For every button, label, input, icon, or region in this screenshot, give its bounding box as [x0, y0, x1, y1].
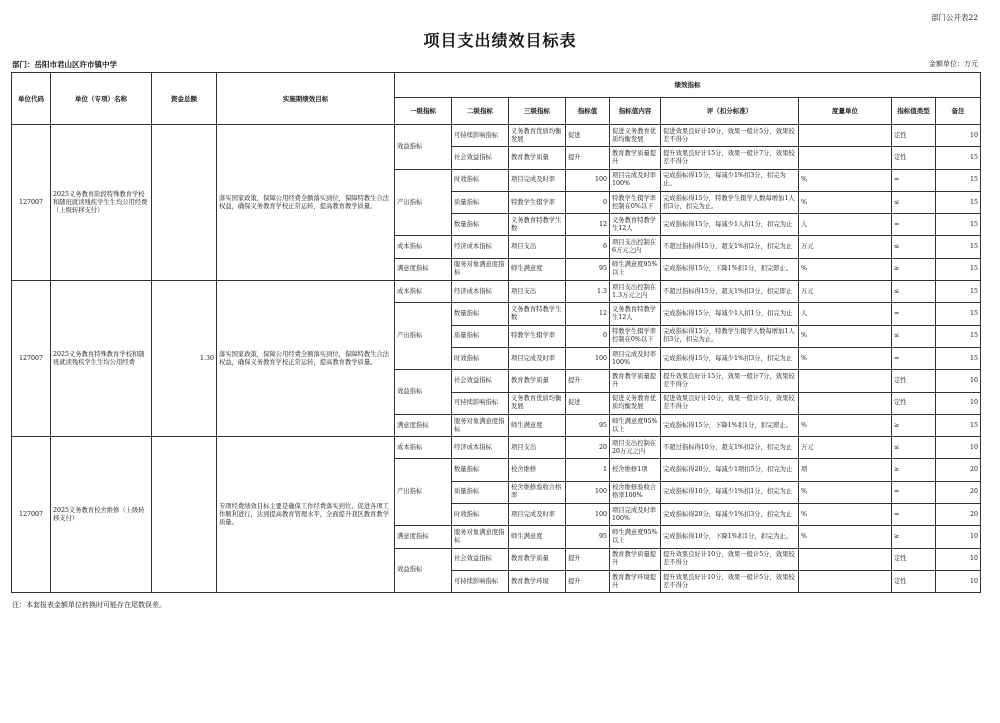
- level2-indicator-cell: 质量指标: [452, 481, 509, 503]
- level2-indicator-cell: 数量指标: [452, 214, 509, 236]
- scoring-rule-cell: 完成指标得15分，特教学生辍学人数每增加1人扣3分，扣完为止。: [661, 325, 799, 347]
- remark-cell: 10: [936, 526, 981, 548]
- value-content-cell: 项目完成及时率100%: [610, 347, 661, 369]
- indicator-value-cell: 95: [566, 526, 610, 548]
- remark-cell: 15: [936, 258, 981, 280]
- value-content-cell: 师生满意度95%以上: [610, 526, 661, 548]
- value-content-cell: 义务教育特教学生12人: [610, 303, 661, 325]
- value-content-cell: 义务教育特教学生12人: [610, 214, 661, 236]
- goal-cell: 落实国家政策，保障公用经费全额落实到位，保障特教生合法权益，确保义务教育学校正常运转，提高教育教学质量。: [217, 281, 395, 437]
- remark-cell: 15: [936, 214, 981, 236]
- col-remark: 备注: [936, 98, 981, 125]
- value-type-cell: =: [892, 481, 936, 503]
- value-content-cell: 教育教学质量提升: [610, 548, 661, 570]
- measure-unit-cell: 项: [799, 459, 892, 481]
- level2-indicator-cell: 经济成本指标: [452, 281, 509, 303]
- measure-unit-cell: %: [799, 504, 892, 526]
- measure-unit-cell: [799, 147, 892, 169]
- indicator-value-cell: 100: [566, 169, 610, 191]
- measure-unit-cell: %: [799, 325, 892, 347]
- value-content-cell: 促进义务教育优质均衡发展: [610, 125, 661, 147]
- level3-indicator-cell: 校舍维修验收合格率: [509, 481, 566, 503]
- performance-table: [11, 72, 981, 593]
- col-total: 资金总额: [152, 73, 217, 125]
- measure-unit-cell: %: [799, 258, 892, 280]
- value-type-cell: ≤: [892, 281, 936, 303]
- indicator-value-cell: 0: [566, 191, 610, 213]
- indicator-value-cell: 促进: [566, 125, 610, 147]
- scoring-rule-cell: 提升效果良好计10分，效果一般计5分，效果较差不得分: [661, 548, 799, 570]
- remark-cell: 10: [936, 570, 981, 592]
- project-name-cell: 2025义务教育校舍维修（上级转移支付）: [51, 437, 152, 593]
- level2-indicator-cell: 社会效益指标: [452, 370, 509, 392]
- remark-cell: 20: [936, 504, 981, 526]
- level3-indicator-cell: 特教学生辍学率: [509, 191, 566, 213]
- scoring-rule-cell: 完成指标得10分，下降1%扣1分，扣完为止。: [661, 526, 799, 548]
- value-content-cell: 特教学生辍学率控制在0%以下: [610, 325, 661, 347]
- fund-total-cell: 1.30: [152, 281, 217, 437]
- fund-total-cell: [152, 125, 217, 281]
- level2-indicator-cell: 时效指标: [452, 347, 509, 369]
- level2-indicator-cell: 可持续影响指标: [452, 392, 509, 414]
- unit-code-cell: 127007: [12, 281, 51, 437]
- level1-indicator-cell: 成本指标: [395, 437, 452, 459]
- measure-unit-cell: 万元: [799, 236, 892, 258]
- level1-indicator-cell: 成本指标: [395, 281, 452, 303]
- value-content-cell: 促进义务教育优质均衡发展: [610, 392, 661, 414]
- currency-unit-label: 金额单位：万元: [929, 60, 978, 68]
- level2-indicator-cell: 质量指标: [452, 325, 509, 347]
- indicator-value-cell: 95: [566, 414, 610, 436]
- measure-unit-cell: %: [799, 347, 892, 369]
- value-content-cell: 特教学生辍学率控制在0%以下: [610, 191, 661, 213]
- value-type-cell: 定性: [892, 370, 936, 392]
- col-val: 指标值: [566, 98, 610, 125]
- value-content-cell: 项目完成及时率100%: [610, 169, 661, 191]
- value-type-cell: ≤: [892, 236, 936, 258]
- level3-indicator-cell: 义务教育优质均衡发展: [509, 125, 566, 147]
- scoring-rule-cell: 完成指标得20分，每减少1%扣3分，扣完为止: [661, 504, 799, 526]
- col-l3: 三级指标: [509, 98, 566, 125]
- col-name: 单位（专项）名称: [51, 73, 152, 125]
- level2-indicator-cell: 经济成本指标: [452, 437, 509, 459]
- value-content-cell: 项目支出控制在20万元之内: [610, 437, 661, 459]
- value-content-cell: 师生满意度95%以上: [610, 258, 661, 280]
- indicator-value-cell: 提升: [566, 147, 610, 169]
- value-type-cell: =: [892, 504, 936, 526]
- col-code: 单位代码: [12, 73, 51, 125]
- measure-unit-cell: [799, 570, 892, 592]
- level2-indicator-cell: 数量指标: [452, 459, 509, 481]
- remark-cell: 15: [936, 414, 981, 436]
- level3-indicator-cell: 校舍维修: [509, 459, 566, 481]
- level2-indicator-cell: 数量指标: [452, 303, 509, 325]
- level3-indicator-cell: 项目支出: [509, 236, 566, 258]
- table-row: [12, 125, 981, 147]
- indicator-value-cell: 1: [566, 459, 610, 481]
- page-title: 项目支出绩效目标表: [423, 31, 577, 50]
- indicator-value-cell: 提升: [566, 548, 610, 570]
- level2-indicator-cell: 质量指标: [452, 191, 509, 213]
- remark-cell: 10: [936, 437, 981, 459]
- remark-cell: 20: [936, 459, 981, 481]
- remark-cell: 10: [936, 370, 981, 392]
- value-type-cell: ≥: [892, 258, 936, 280]
- value-content-cell: 项目完成及时率100%: [610, 504, 661, 526]
- goal-cell: 落实国家政策，保障公用经费全额落实到位，保障特教生合法权益，确保义务教育学校正常运转，提高教育教学质量。: [217, 125, 395, 281]
- table-number: 部门公开表22: [930, 13, 978, 22]
- value-type-cell: 定性: [892, 147, 936, 169]
- level3-indicator-cell: 教育教学环境: [509, 570, 566, 592]
- scoring-rule-cell: 不超过指标得10分，超支1%扣2分，扣完为止: [661, 437, 799, 459]
- remark-cell: 15: [936, 191, 981, 213]
- measure-unit-cell: %: [799, 414, 892, 436]
- scoring-rule-cell: 不超过指标得15分，超支1%扣3分，扣完即止: [661, 281, 799, 303]
- level1-indicator-cell: 满意度指标: [395, 526, 452, 548]
- indicator-value-cell: 12: [566, 214, 610, 236]
- measure-unit-cell: [799, 370, 892, 392]
- remark-cell: 15: [936, 281, 981, 303]
- measure-unit-cell: 万元: [799, 437, 892, 459]
- remark-cell: 15: [936, 347, 981, 369]
- value-content-cell: 教育教学环境提升: [610, 570, 661, 592]
- value-content-cell: 项目支出控制在6万元之内: [610, 236, 661, 258]
- scoring-rule-cell: 完成指标得15分，特教学生辍学人数每增加1人扣3分，扣完为止。: [661, 191, 799, 213]
- measure-unit-cell: %: [799, 481, 892, 503]
- value-type-cell: ≥: [892, 526, 936, 548]
- measure-unit-cell: %: [799, 169, 892, 191]
- remark-cell: 15: [936, 325, 981, 347]
- scoring-rule-cell: 促进效果良好计10分，效果一般计5分，效果较差不得分: [661, 125, 799, 147]
- indicator-value-cell: 100: [566, 504, 610, 526]
- indicator-value-cell: 1.3: [566, 281, 610, 303]
- col-perf-group: 绩效指标: [395, 73, 981, 98]
- level1-indicator-cell: 效益指标: [395, 370, 452, 415]
- level3-indicator-cell: 教育教学质量: [509, 370, 566, 392]
- scoring-rule-cell: 提升效果良好计15分，效果一般计7分，效果较差不得分: [661, 370, 799, 392]
- indicator-value-cell: 100: [566, 481, 610, 503]
- remark-cell: 15: [936, 236, 981, 258]
- col-goal: 实施期绩效目标: [217, 73, 395, 125]
- level3-indicator-cell: 项目完成及时率: [509, 169, 566, 191]
- indicator-value-cell: 0: [566, 325, 610, 347]
- level3-indicator-cell: 项目完成及时率: [509, 347, 566, 369]
- level1-indicator-cell: 效益指标: [395, 548, 452, 593]
- value-content-cell: 教育教学质量提升: [610, 147, 661, 169]
- scoring-rule-cell: 完成指标得20分，每减少1项扣5分，扣完为止: [661, 459, 799, 481]
- level3-indicator-cell: 义务教育特教学生数: [509, 303, 566, 325]
- col-l2: 二级指标: [452, 98, 509, 125]
- table-row: [12, 281, 981, 303]
- department-label: 部门：岳阳市君山区许市镇中学: [12, 60, 117, 69]
- level1-indicator-cell: 成本指标: [395, 236, 452, 258]
- goal-cell: 专项经费绩效目标主要是确保工作经费落实到位，促进各项工作顺利进行，达到提高教育管理水平，全面提升我区教育教学质量。: [217, 437, 395, 593]
- measure-unit-cell: [799, 392, 892, 414]
- col-content: 指标值内容: [610, 98, 661, 125]
- scoring-rule-cell: 完成指标得15分，每减少1人扣1分，扣完为止: [661, 214, 799, 236]
- level3-indicator-cell: 义务教育优质均衡发展: [509, 392, 566, 414]
- value-type-cell: ≤: [892, 191, 936, 213]
- indicator-value-cell: 6: [566, 236, 610, 258]
- value-type-cell: =: [892, 169, 936, 191]
- value-type-cell: =: [892, 303, 936, 325]
- level3-indicator-cell: 项目支出: [509, 437, 566, 459]
- level3-indicator-cell: 项目完成及时率: [509, 504, 566, 526]
- measure-unit-cell: 人: [799, 303, 892, 325]
- value-type-cell: 定性: [892, 548, 936, 570]
- value-type-cell: =: [892, 347, 936, 369]
- scoring-rule-cell: 不超过指标得15分，超支1%扣2分，扣完为止: [661, 236, 799, 258]
- level2-indicator-cell: 社会效益指标: [452, 548, 509, 570]
- value-type-cell: ≥: [892, 459, 936, 481]
- level2-indicator-cell: 可持续影响指标: [452, 570, 509, 592]
- level2-indicator-cell: 服务对象满意度指标: [452, 258, 509, 280]
- level3-indicator-cell: 义务教育特教学生数: [509, 214, 566, 236]
- col-type: 指标值类型: [892, 98, 936, 125]
- scoring-rule-cell: 完成指标得15分，每减少1%扣3分，扣完为止。: [661, 169, 799, 191]
- indicator-value-cell: 20: [566, 437, 610, 459]
- unit-code-cell: 127007: [12, 437, 51, 593]
- measure-unit-cell: [799, 548, 892, 570]
- level1-indicator-cell: 产出指标: [395, 169, 452, 236]
- level2-indicator-cell: 时效指标: [452, 504, 509, 526]
- scoring-rule-cell: 完成指标得15分，每减少1人扣1分，扣完为止: [661, 303, 799, 325]
- col-measure: 度量单位: [799, 98, 892, 125]
- level3-indicator-cell: 教育教学质量: [509, 147, 566, 169]
- value-type-cell: 定性: [892, 392, 936, 414]
- remark-cell: 10: [936, 548, 981, 570]
- level3-indicator-cell: 项目支出: [509, 281, 566, 303]
- value-content-cell: 教育教学质量提升: [610, 370, 661, 392]
- remark-cell: 10: [936, 392, 981, 414]
- header-row-1: [12, 73, 981, 98]
- level1-indicator-cell: 满意度指标: [395, 414, 452, 436]
- value-type-cell: ≤: [892, 325, 936, 347]
- indicator-value-cell: 12: [566, 303, 610, 325]
- level3-indicator-cell: 教育教学质量: [509, 548, 566, 570]
- level1-indicator-cell: 满意度指标: [395, 258, 452, 280]
- value-content-cell: 校舍维修验收合格率100%: [610, 481, 661, 503]
- unit-code-cell: 127007: [12, 125, 51, 281]
- remark-cell: 10: [936, 125, 981, 147]
- col-l1: 一级指标: [395, 98, 452, 125]
- value-type-cell: 定性: [892, 125, 936, 147]
- indicator-value-cell: 促进: [566, 392, 610, 414]
- scoring-rule-cell: 完成指标得10分，每减少1%扣1分，扣完为止: [661, 481, 799, 503]
- value-type-cell: ≥: [892, 414, 936, 436]
- scoring-rule-cell: 提升效果良好计15分，效果一般计7分，效果较差不得分: [661, 147, 799, 169]
- footnote: 注：本套报表金额单位转换时可能存在尾数误差。: [12, 601, 166, 609]
- indicator-value-cell: 100: [566, 347, 610, 369]
- scoring-rule-cell: 提升效果良好计10分，效果一般计5分，效果较差不得分: [661, 570, 799, 592]
- value-type-cell: 定性: [892, 570, 936, 592]
- remark-cell: 15: [936, 169, 981, 191]
- measure-unit-cell: [799, 125, 892, 147]
- measure-unit-cell: %: [799, 526, 892, 548]
- level2-indicator-cell: 社会效益指标: [452, 147, 509, 169]
- indicator-value-cell: 提升: [566, 370, 610, 392]
- scoring-rule-cell: 完成指标得15分，每减少1%扣3分，扣完为止: [661, 347, 799, 369]
- level3-indicator-cell: 师生满意度: [509, 258, 566, 280]
- fund-total-cell: [152, 437, 217, 593]
- level2-indicator-cell: 可持续影响指标: [452, 125, 509, 147]
- level3-indicator-cell: 师生满意度: [509, 526, 566, 548]
- level1-indicator-cell: 效益指标: [395, 125, 452, 170]
- level2-indicator-cell: 服务对象满意度指标: [452, 414, 509, 436]
- indicator-value-cell: 95: [566, 258, 610, 280]
- value-content-cell: 项目支出控制在1.3万元之内: [610, 281, 661, 303]
- measure-unit-cell: 万元: [799, 281, 892, 303]
- level2-indicator-cell: 服务对象满意度指标: [452, 526, 509, 548]
- value-type-cell: =: [892, 214, 936, 236]
- level3-indicator-cell: 特教学生辍学率: [509, 325, 566, 347]
- measure-unit-cell: %: [799, 191, 892, 213]
- remark-cell: 15: [936, 147, 981, 169]
- value-content-cell: 师生满意度95%以上: [610, 414, 661, 436]
- level2-indicator-cell: 时效指标: [452, 169, 509, 191]
- level3-indicator-cell: 师生满意度: [509, 414, 566, 436]
- scoring-rule-cell: 完成指标得15分，下降1%扣1分，扣完即止。: [661, 414, 799, 436]
- project-name-cell: 2025义务教育特殊教育学校和随班就读残疾学生生均公用经费: [51, 281, 152, 437]
- col-rule: 评（扣分标准）: [661, 98, 799, 125]
- table-row: [12, 437, 981, 459]
- project-name-cell: 2025义务教育阶段特殊教育学校和随班就读残疾学生生均公用经费（上级转移支付）: [51, 125, 152, 281]
- remark-cell: 20: [936, 481, 981, 503]
- level1-indicator-cell: 产出指标: [395, 459, 452, 526]
- level1-indicator-cell: 产出指标: [395, 303, 452, 370]
- indicator-value-cell: 提升: [566, 570, 610, 592]
- remark-cell: 15: [936, 303, 981, 325]
- scoring-rule-cell: 完成指标得15分，下降1%扣1分，扣完即止。: [661, 258, 799, 280]
- level2-indicator-cell: 经济成本指标: [452, 236, 509, 258]
- value-content-cell: 校舍维修1项: [610, 459, 661, 481]
- value-type-cell: ≤: [892, 437, 936, 459]
- scoring-rule-cell: 促进效果良好计10分，效果一般计5分，效果较差不得分: [661, 392, 799, 414]
- measure-unit-cell: 人: [799, 214, 892, 236]
